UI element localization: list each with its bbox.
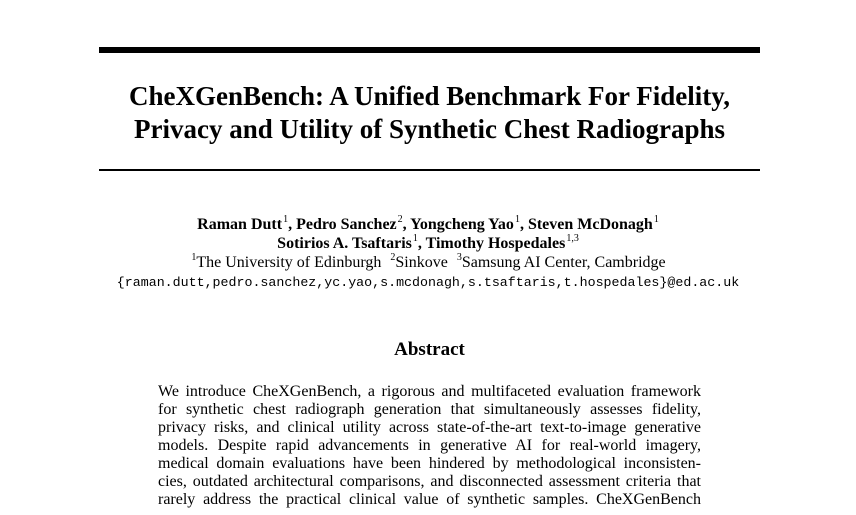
author-affiliation-mark: 1: [283, 213, 289, 225]
abstract-line: rarely address the practical clinical value of synthetic samples. CheXGenBench: [158, 491, 701, 508]
author-separator: ,: [519, 216, 528, 233]
title-bottom-rule: [99, 169, 760, 171]
abstract-line: models. Despite rapid advancements in generative AI for real-world imagery,: [158, 437, 701, 454]
affiliation-line: [40, 253, 816, 272]
author-name: Yongcheng Yao: [410, 216, 514, 233]
author-line-1: [40, 215, 816, 234]
author-affiliation-mark: 1,3: [566, 232, 579, 244]
author-name: Pedro Sanchez: [296, 216, 397, 233]
abstract-line: for synthetic chest radiograph generation that simultaneously assesses fidelity,: [158, 401, 701, 418]
author-separator: ,: [288, 216, 297, 233]
abstract-line: privacy risks, and clinical utility across state-of-the-art text-to-image generative: [158, 419, 701, 436]
affiliation-mark: 2: [390, 251, 396, 263]
affiliation-text: Samsung AI Center, Cambridge: [461, 254, 666, 271]
author-separator: ,: [417, 235, 426, 252]
author-affiliation-mark: 1: [653, 213, 659, 225]
abstract-line: medical domain evaluations have been hindered by methodological inconsisten-: [158, 455, 701, 472]
affiliation-text: Sinkove: [395, 254, 448, 271]
title-line-2: Privacy and Utility of Synthetic Chest Radiographs: [133, 114, 725, 144]
author-affiliation-mark: 2: [397, 213, 403, 225]
abstract-heading: Abstract: [394, 339, 465, 360]
affiliation-text: The University of Edinburgh: [196, 254, 382, 271]
title-line-1: CheXGenBench: A Unified Benchmark For Fidelity,: [128, 81, 730, 111]
affiliation-mark: 3: [456, 251, 462, 263]
author-email: {raman.dutt,pedro.sanchez,yc.yao,s.mcdonagh,s.tsaftaris,t.hospedales}@ed.ac.uk: [116, 275, 740, 290]
author-affiliation-mark: 1: [514, 213, 520, 225]
abstract-line: We introduce CheXGenBench, a rigorous and multifaceted evaluation framework: [158, 383, 701, 400]
author-name: Raman Dutt: [197, 216, 283, 233]
author-line-2: [40, 234, 816, 253]
paper-title: [99, 80, 760, 146]
author-block: [40, 215, 816, 272]
abstract-line: cies, outdated architectural comparisons, and disconnected assessment criteria that: [158, 473, 701, 490]
author-name: Sotirios A. Tsaftaris: [277, 235, 412, 252]
author-name: Timothy Hospedales: [425, 235, 566, 252]
affiliation-mark: 1: [191, 251, 197, 263]
author-affiliation-mark: 1: [412, 232, 418, 244]
abstract-body: [158, 383, 701, 509]
top-rule: [99, 47, 760, 53]
author-name: Steven McDonagh: [527, 216, 653, 233]
author-separator: ,: [402, 216, 411, 233]
